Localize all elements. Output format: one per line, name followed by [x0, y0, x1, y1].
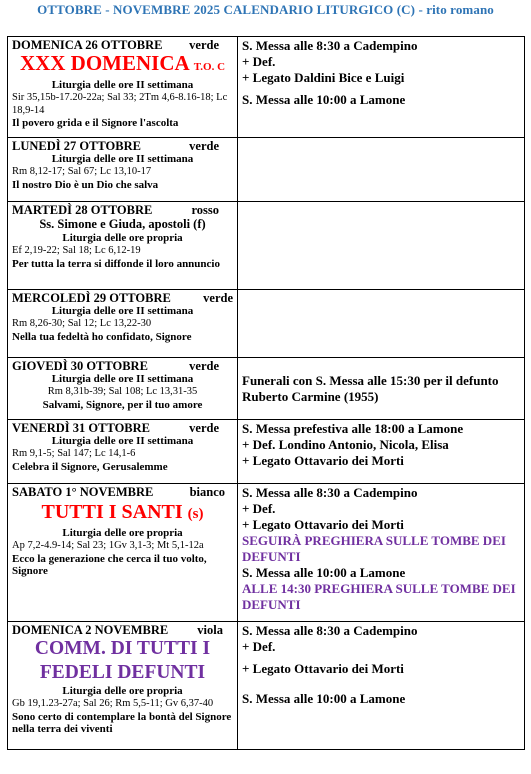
table-row [8, 37, 525, 138]
readings: Rm 8,31b-39; Sal 108; Lc 13,31-35 [47, 386, 198, 397]
feast-title: TUTTI I SANTI (s) [41, 501, 204, 523]
events-cell [238, 290, 525, 358]
day-cell [8, 202, 238, 290]
event-line: Funerali con S. Messa alle 15:30 per il defunto Ruberto Carmine (1955) [242, 373, 499, 404]
feast-suffix: (s) [187, 506, 204, 522]
liturgical-color: verde [189, 421, 219, 435]
events-cell [238, 358, 525, 420]
psalm-response: Sono certo di contemplare la bontà del Signore nella terra dei viventi [12, 710, 232, 735]
psalm-response: Ecco la generazione che cerca il tuo volto, Signore [12, 552, 207, 577]
readings: Rm 8,26-30; Sal 12; Lc 13,22-30 [12, 318, 152, 329]
feast-suffix: (f) [193, 217, 206, 231]
liturgy-week: Liturgia delle ore II settimana [51, 435, 194, 447]
liturgy-week: Liturgia delle ore propria [62, 685, 183, 697]
event-line: + Def. Londino Antonio, Nicola, Elisa [242, 437, 449, 452]
liturgical-color: bianco [189, 485, 225, 499]
table-row [8, 138, 525, 202]
event-line: + Legato Ottavario dei Morti [242, 517, 404, 532]
event-line: S. Messa alle 10:00 a Lamone [242, 565, 406, 580]
readings: Rm 9,1-5; Sal 147; Lc 14,1-6 [12, 448, 136, 459]
event-line: S. Messa alle 10:00 a Lamone [242, 92, 406, 107]
event-line: + Legato Ottavario dei Morti [242, 661, 404, 676]
liturgy-week: Liturgia delle ore II settimana [51, 153, 194, 165]
day-date: MARTEDÌ 28 OTTOBRE [12, 203, 153, 217]
liturgy-week: Liturgia delle ore II settimana [51, 79, 194, 91]
event-notice: ALLE 14:30 PREGHIERA SULLE TOMBE DEI DEFUNTI [242, 581, 516, 612]
day-date: DOMENICA 26 OTTOBRE [12, 38, 163, 52]
events-cell [238, 202, 525, 290]
table-row [8, 622, 525, 750]
event-line: S. Messa prefestiva alle 18:00 a Lamone [242, 421, 464, 436]
readings: Sir 35,15b-17.20-22a; Sal 33; 2Tm 4,6-8.16-18; Lc 18,9-14 [12, 92, 228, 116]
event-line: + Def. [242, 501, 276, 516]
day-date: DOMENICA 2 NOVEMBRE [12, 623, 169, 637]
event-line: S. Messa alle 8:30 a Cadempino [242, 485, 418, 500]
event-line: S. Messa alle 8:30 a Cadempino [242, 623, 418, 638]
day-cell [8, 358, 238, 420]
event-line: + Def. [242, 639, 276, 654]
day-cell [8, 622, 238, 750]
day-date: VENERDÌ 31 OTTOBRE [12, 421, 150, 435]
feast-suffix: T.O. C [193, 61, 226, 73]
day-cell [8, 420, 238, 484]
psalm-response: Nella tua fedeltà ho confidato, Signore [12, 330, 192, 343]
event-line: + Legato Ottavario dei Morti [242, 453, 404, 468]
liturgy-week: Liturgia delle ore II settimana [51, 373, 194, 385]
events-cell [238, 138, 525, 202]
liturgy-week: Liturgia delle ore propria [62, 232, 183, 244]
liturgical-color: rosso [191, 203, 219, 217]
readings: Rm 8,12-17; Sal 67; Lc 13,10-17 [12, 166, 152, 177]
liturgy-week: Liturgia delle ore II settimana [51, 305, 194, 317]
page-title: OTTOBRE - NOVEMBRE 2025 CALENDARIO LITURGICO (C) - rito romano [37, 2, 494, 17]
table-row [8, 484, 525, 622]
day-cell [8, 138, 238, 202]
liturgical-color: viola [197, 623, 223, 637]
event-notice: SEGUIRÀ PREGHIERA SULLE TOMBE DEI DEFUNTI [242, 533, 506, 564]
table-row [8, 358, 525, 420]
psalm-response: Salvami, Signore, per il tuo amore [42, 398, 203, 411]
day-date: GIOVEDÌ 30 OTTOBRE [12, 359, 148, 373]
liturgy-week: Liturgia delle ore propria [62, 527, 183, 539]
events-cell [238, 622, 525, 750]
feast-title: COMM. DI TUTTI I FEDELI DEFUNTI [34, 638, 211, 683]
calendar-table [7, 36, 525, 750]
events-cell [238, 420, 525, 484]
liturgical-color: verde [189, 359, 219, 373]
day-date: SABATO 1° NOVEMBRE [12, 485, 154, 499]
event-line: + Legato Daldini Bice e Luigi [242, 70, 405, 85]
day-date: MERCOLEDÌ 29 OTTOBRE [12, 291, 171, 305]
psalm-response: Celebra il Signore, Gerusalemme [12, 460, 168, 473]
feast-title: Ss. Simone e Giuda, apostoli (f) [39, 217, 206, 231]
readings: Ef 2,19-22; Sal 18; Lc 6,12-19 [12, 245, 141, 256]
psalm-response: Il nostro Dio è un Dio che salva [12, 178, 159, 191]
table-row [8, 420, 525, 484]
psalm-response: Il povero grida e il Signore l'ascolta [12, 117, 179, 129]
readings: Ap 7,2-4.9-14; Sal 23; 1Gv 3,1-3; Mt 5,1-12a [12, 540, 204, 551]
readings: Gb 19,1.23-27a; Sal 26; Rm 5,5-11; Gv 6,37-40 [12, 698, 214, 709]
events-cell [238, 37, 525, 138]
liturgical-color: verde [189, 38, 219, 52]
day-cell [8, 484, 238, 622]
event-line: + Def. [242, 54, 276, 69]
psalm-response: Per tutta la terra si diffonde il loro annuncio [12, 257, 220, 270]
liturgical-color: verde [189, 139, 219, 153]
day-cell [8, 290, 238, 358]
event-line: S. Messa alle 8:30 a Cadempino [242, 38, 418, 53]
day-cell [8, 37, 238, 138]
table-row [8, 290, 525, 358]
feast-title: XXX DOMENICA T.O. C [19, 51, 226, 75]
events-cell [238, 484, 525, 622]
table-row [8, 202, 525, 290]
liturgical-color: verde [203, 291, 233, 305]
event-line: S. Messa alle 10:00 a Lamone [242, 691, 406, 706]
day-date: LUNEDÌ 27 OTTOBRE [12, 139, 141, 153]
